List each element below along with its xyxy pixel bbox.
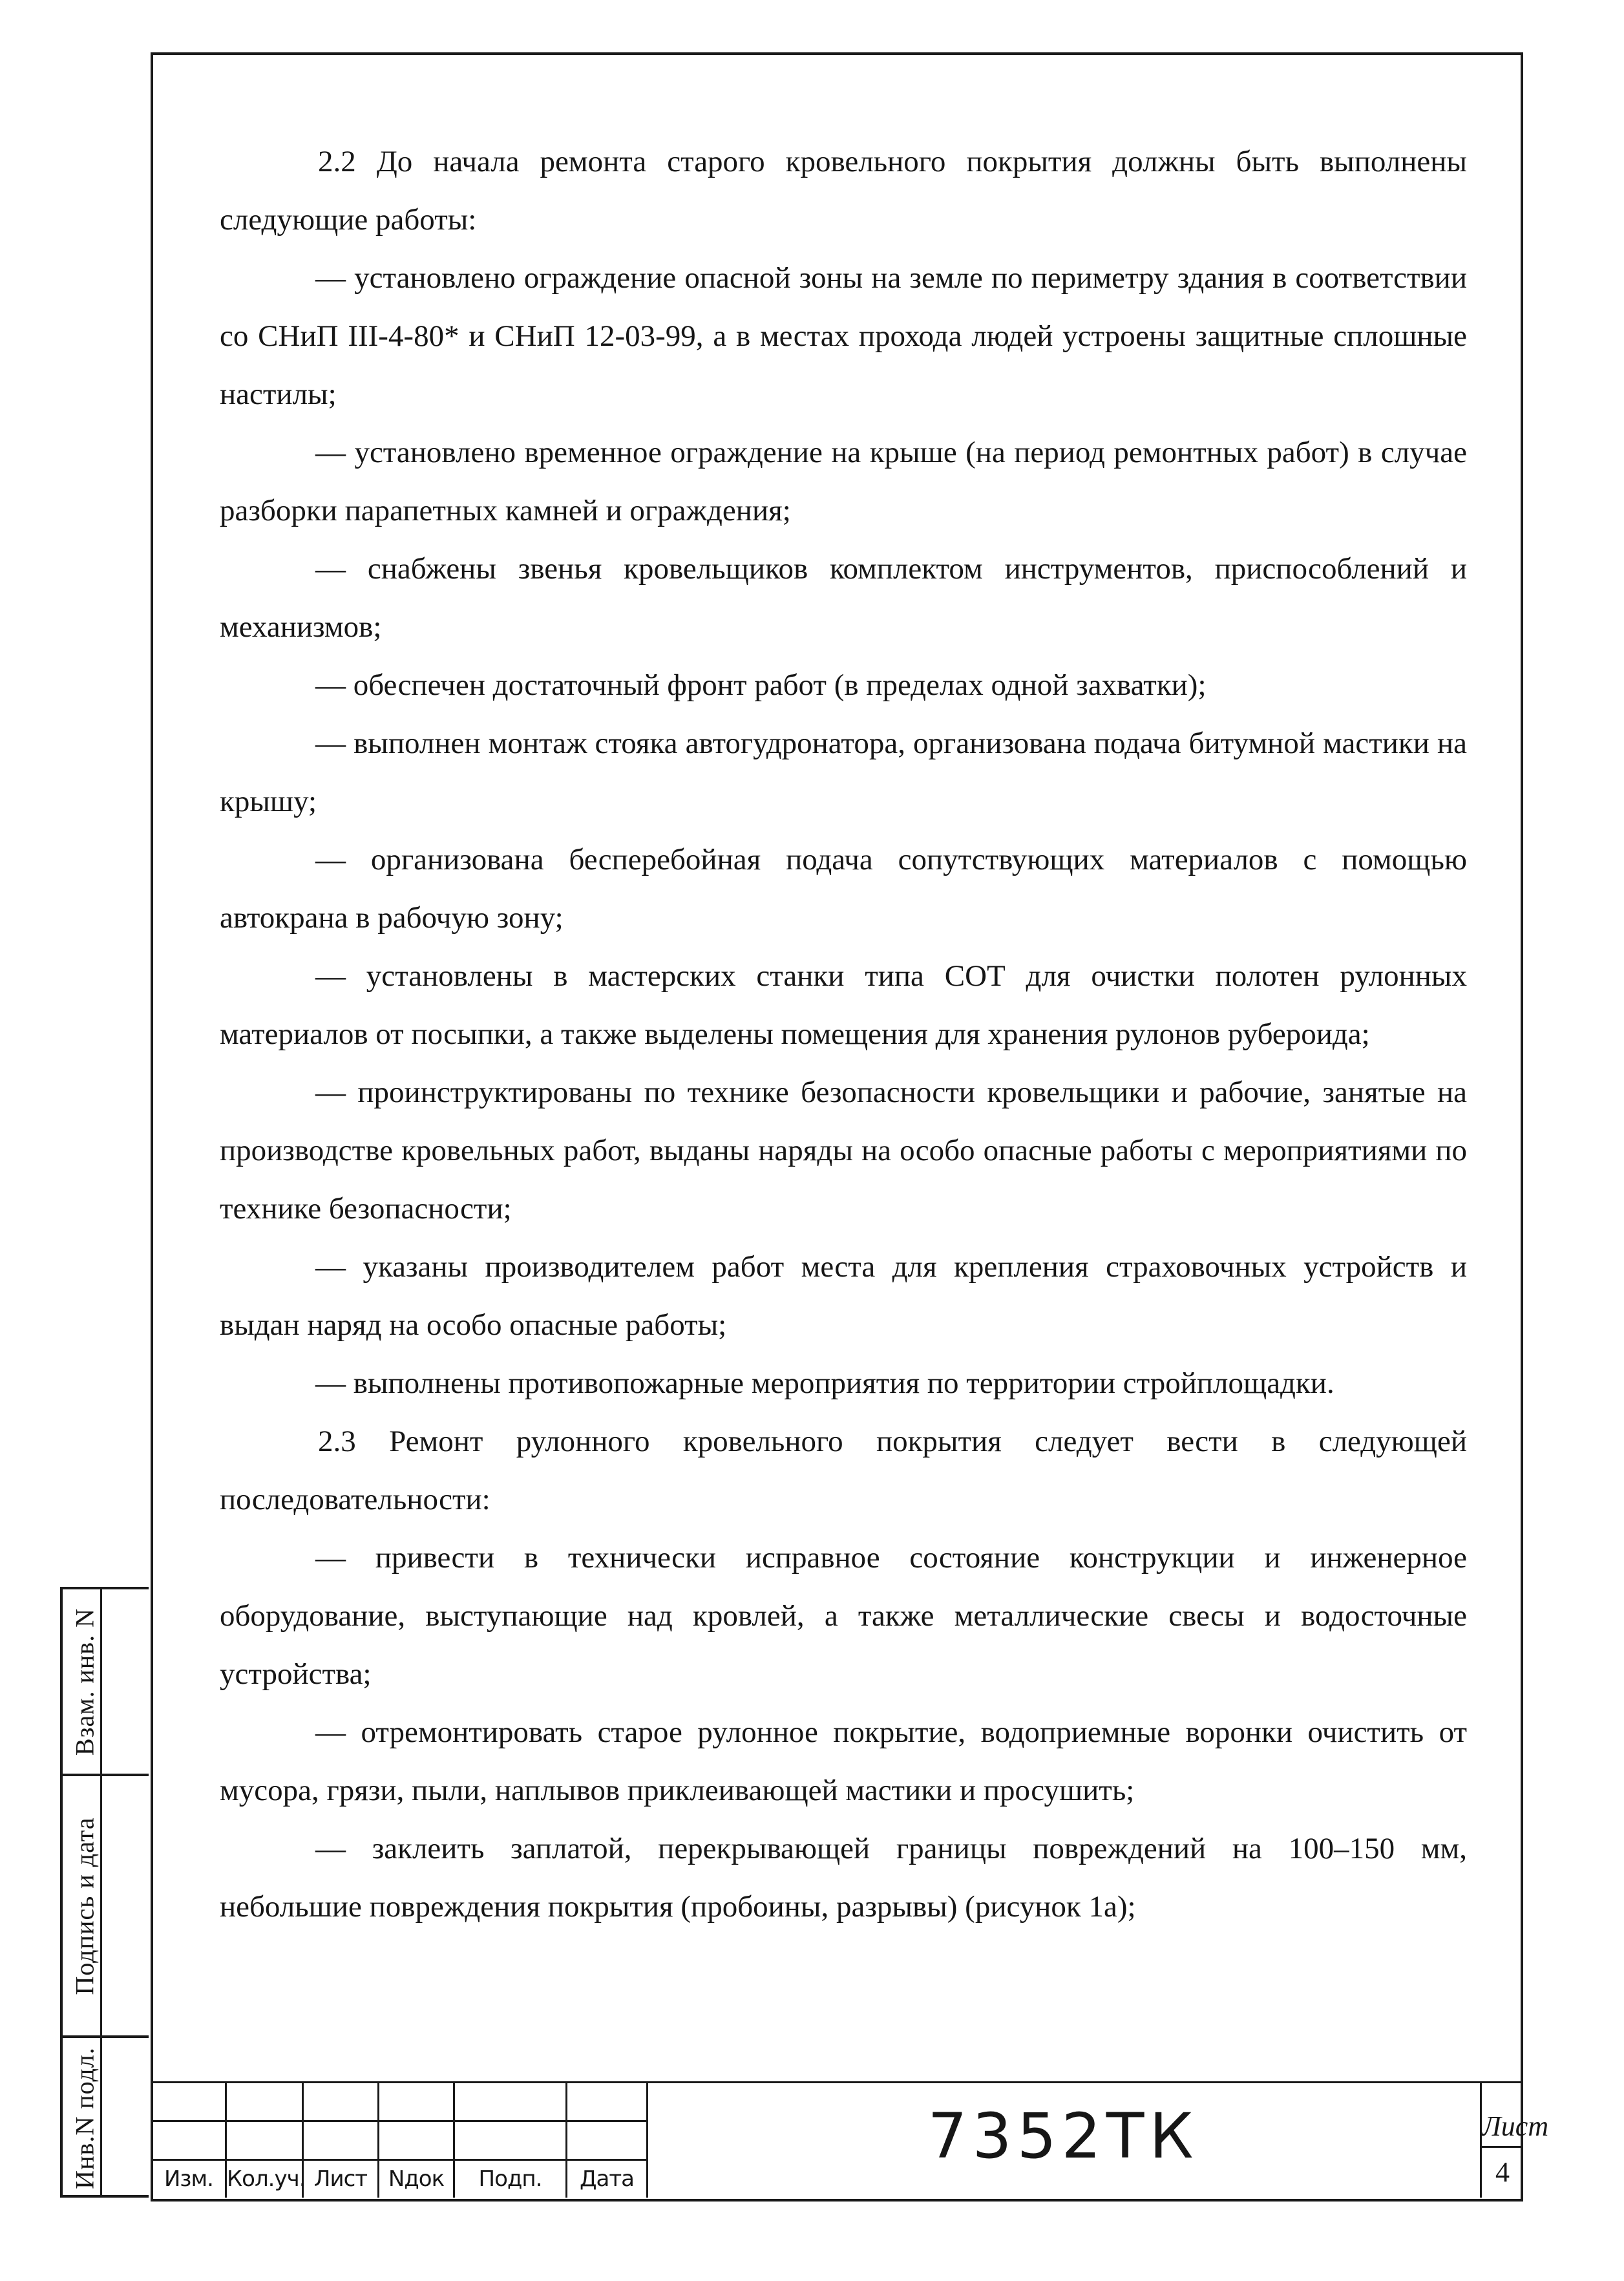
- column-sheet-label: Лист: [313, 2166, 368, 2192]
- column-count-label: Кол.уч.: [227, 2166, 306, 2192]
- original-inventory-label: Инв.N подл.: [70, 2046, 100, 2189]
- list-item: — снабжены звенья кровельщиков комплектом инструментов, приспособлений и механизмов;: [220, 552, 1467, 644]
- section-2-2-heading: 2.2 До начала ремонта старого кровельного покрытия должны быть выполнены следующие работы:: [220, 145, 1467, 237]
- side-stamp-cell: [69, 2038, 101, 2198]
- list-item: — организована бесперебойная подача сопутствующих материалов с помощью автокрана в рабочую зону;: [220, 843, 1467, 935]
- list-item: — обеспечен достаточный фронт работ (в пределах одной захватки);: [315, 668, 1207, 702]
- sheet-number: 4: [1495, 2156, 1510, 2188]
- column-docnum-label: Nдок: [388, 2166, 445, 2192]
- side-stamp-cell: [69, 1589, 101, 1774]
- list-item: — выполнены противопожарные мероприятия по территории стройплощадки.: [315, 1366, 1334, 1400]
- column-signature-label: Подп.: [478, 2166, 542, 2192]
- list-item: — установлены в мастерских станки типа СОТ для очистки полотен рулонных материалов от посыпки, а также выделены помещения для хранения рулонов рубероида;: [220, 959, 1467, 1051]
- list-item: — привести в технически исправное состояние конструкции и инженерное оборудование, выступающие над кровлей, а также металлические свесы и водосточные устройства;: [220, 1541, 1467, 1691]
- list-item: — установлено временное ограждение на крыше (на период ремонтных работ) в случае разборки парапетных камней и ограждения;: [220, 436, 1467, 527]
- side-stamp: [60, 1587, 149, 2198]
- list-item: — проинструктированы по технике безопасности кровельщики и рабочие, занятые на производстве кровельных работ, выданы наряды на особо опасные работы с мероприятиями по технике безопасности;: [220, 1076, 1467, 1225]
- side-stamp-cell: [69, 1776, 101, 2035]
- signature-date-label: Подпись и дата: [70, 1816, 100, 1995]
- column-date-label: Дата: [579, 2166, 635, 2192]
- replacement-inventory-label: Взам. инв. N: [70, 1607, 100, 1756]
- list-item: — установлено ограждение опасной зоны на земле по периметру здания в соответствии со СНиП III-4-80* и СНиП 12-03-99, а в местах прохода людей устроены защитные сплошные настилы;: [220, 261, 1467, 411]
- section-2-3-heading: 2.3 Ремонт рулонного кровельного покрытия следует вести в следующей последовательности:: [220, 1425, 1467, 1516]
- sheet-label: Лист: [1482, 2110, 1549, 2142]
- list-item: — указаны производителем работ места для крепления страховочных устройств и выдан наряд на особо опасные работы;: [220, 1250, 1467, 1342]
- list-item: — отремонтировать старое рулонное покрытие, водоприемные воронки очистить от мусора, грязи, пыли, наплывов приклеивающей мастики и просушить;: [220, 1715, 1467, 1807]
- document-body: [220, 133, 1467, 1936]
- list-item: — выполнен монтаж стояка автогудронатора, организована подача битумной мастики на крышу;: [220, 727, 1467, 818]
- list-item: — заклеить заплатой, перекрывающей границы повреждений на 100–150 мм, небольшие повреждения покрытия (пробоины, разрывы) (рисунок 1а);: [220, 1832, 1467, 1924]
- document-code: 7352ТК: [927, 2100, 1199, 2172]
- column-change-label: Изм.: [164, 2166, 213, 2192]
